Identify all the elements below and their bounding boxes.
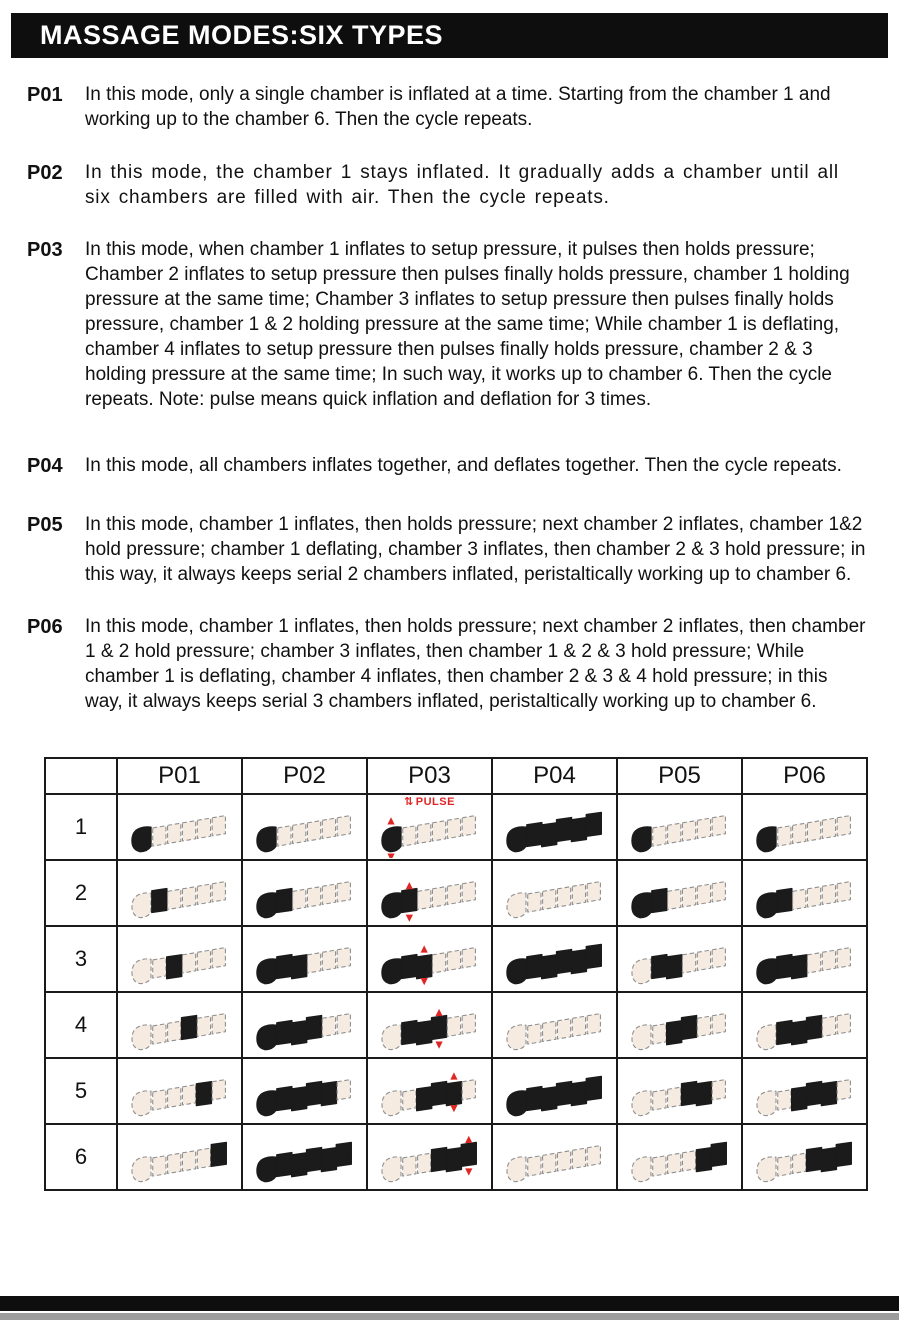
mode-block-p02 — [27, 160, 869, 210]
mode-cell-p01-row3 — [117, 926, 242, 992]
mode-cell-p04-row5 — [492, 1058, 617, 1124]
mode-cell-p03-row6 — [367, 1124, 492, 1190]
mode-cell-p01-row4 — [117, 992, 242, 1058]
mode-cell-p01-row1 — [117, 794, 242, 860]
table-row — [45, 926, 867, 992]
mode-cell-p05-row4 — [617, 992, 742, 1058]
mode-cell-p04-row1 — [492, 794, 617, 860]
mode-cell-p05-row2 — [617, 860, 742, 926]
leg-illustration — [502, 800, 608, 858]
mode-cell-p03-row2 — [367, 860, 492, 926]
mode-label: P02 — [27, 162, 63, 184]
mode-cell-p01-row2 — [117, 860, 242, 926]
mode-cell-p05-row1 — [617, 794, 742, 860]
mode-cell-p02-row5 — [242, 1058, 367, 1124]
leg-illustration — [627, 800, 733, 858]
table-header-row — [45, 758, 867, 794]
table-header-cell — [45, 758, 117, 794]
row-label: 3 — [45, 926, 117, 992]
leg-illustration — [377, 1064, 483, 1122]
leg-illustration — [752, 932, 858, 990]
table-row — [45, 1058, 867, 1124]
mode-cell-p06-row6 — [742, 1124, 867, 1190]
leg-illustration — [252, 998, 358, 1056]
mode-cell-p02-row1 — [242, 794, 367, 860]
mode-cell-p03-row4 — [367, 992, 492, 1058]
leg-illustration — [377, 932, 483, 990]
mode-cell-p06-row1 — [742, 794, 867, 860]
row-label: 4 — [45, 992, 117, 1058]
leg-illustration — [127, 932, 233, 990]
leg-illustration — [502, 932, 608, 990]
leg-illustration — [377, 1130, 483, 1188]
footer-strip — [0, 1313, 899, 1320]
mode-cell-p06-row3 — [742, 926, 867, 992]
mode-cell-p06-row2 — [742, 860, 867, 926]
mode-text: In this mode, when chamber 1 inflates to setup pressure, it pulses then holds pressure; Chamber 2 inflates to setup pressure then pulses finally holds pressure, chamber 1 holding pressure at the same time; Chamber 3 inflates to setup pressure then pulses finally holds pressure, chamber 1 & 2 holding pressure at the same time; While chamber 1 is deflating, chamber 4 inflates to setup pressure then pulses finally holds pressure, chamber 2 & 3 holding pressure at the same time; In such way, it works up to chamber 6. Then the cycle repeats. Note: pulse means quick inflation and deflation for 3 times. — [85, 239, 850, 410]
table-row — [45, 992, 867, 1058]
leg-illustration — [627, 932, 733, 990]
leg-illustration — [502, 866, 608, 924]
mode-block-p06 — [27, 614, 869, 714]
page-title: MASSAGE MODES:SIX TYPES — [40, 20, 444, 50]
mode-block-p04 — [27, 453, 869, 479]
mode-cell-p05-row6 — [617, 1124, 742, 1190]
leg-illustration — [252, 1064, 358, 1122]
leg-illustration — [752, 800, 858, 858]
row-label: 5 — [45, 1058, 117, 1124]
leg-illustration — [127, 1130, 233, 1188]
mode-cell-p03-row3 — [367, 926, 492, 992]
leg-illustration — [502, 1064, 608, 1122]
mode-cell-p05-row3 — [617, 926, 742, 992]
leg-illustration — [127, 998, 233, 1056]
mode-cell-p01-row6 — [117, 1124, 242, 1190]
leg-illustration — [752, 998, 858, 1056]
leg-illustration — [127, 800, 233, 858]
mode-label: P05 — [27, 514, 63, 536]
modes-table — [44, 757, 868, 1191]
leg-illustration — [252, 800, 358, 858]
leg-illustration — [502, 1130, 608, 1188]
modes-table-body — [45, 794, 867, 1190]
mode-cell-p04-row3 — [492, 926, 617, 992]
header-bar — [11, 13, 888, 58]
mode-cell-p02-row2 — [242, 860, 367, 926]
mode-cell-p03-row1 — [367, 794, 492, 860]
mode-cell-p05-row5 — [617, 1058, 742, 1124]
leg-illustration — [627, 1064, 733, 1122]
table-header-cell: P03 — [367, 758, 492, 794]
mode-label: P03 — [27, 239, 63, 261]
leg-illustration — [377, 800, 483, 858]
leg-illustration — [627, 866, 733, 924]
leg-illustration — [377, 998, 483, 1056]
mode-cell-p03-row5 — [367, 1058, 492, 1124]
row-label: 1 — [45, 794, 117, 860]
table-header-cell: P02 — [242, 758, 367, 794]
mode-descriptions — [27, 82, 869, 714]
leg-illustration — [752, 1064, 858, 1122]
modes-table-head — [45, 758, 867, 794]
mode-text: In this mode, chamber 1 inflates, then holds pressure; next chamber 2 inflates, chamber 1&2 hold pressure; chamber 1 deflating, chamber 3 inflates, then chamber 2 & 3 hold pressure; in this way, it always keeps serial 2 chambers inflated, peristaltically working up to chamber 6. — [85, 514, 866, 585]
mode-cell-p04-row6 — [492, 1124, 617, 1190]
table-row — [45, 860, 867, 926]
mode-block-p01 — [27, 82, 869, 132]
mode-text: In this mode, chamber 1 inflates, then holds pressure; next chamber 2 inflates, then chamber 1 & 2 hold pressure; chamber 3 inflates, then chamber 1 & 2 & 3 hold pressure; While chamber 1 is deflating, chamber 4 inflates, then chamber 2 & 3 & 4 hold pressure; in this way, it always keeps serial 3 chambers inflated, peristaltically working up to chamber 6. — [85, 616, 866, 712]
leg-illustration — [627, 998, 733, 1056]
pulse-label: ⇅ PULSE — [404, 795, 455, 808]
leg-illustration — [752, 1130, 858, 1188]
mode-cell-p04-row2 — [492, 860, 617, 926]
leg-illustration — [752, 866, 858, 924]
leg-illustration — [127, 1064, 233, 1122]
table-header-cell: P04 — [492, 758, 617, 794]
leg-illustration — [252, 1130, 358, 1188]
leg-illustration — [252, 932, 358, 990]
leg-illustration — [627, 1130, 733, 1188]
mode-cell-p01-row5 — [117, 1058, 242, 1124]
mode-label: P04 — [27, 455, 63, 477]
pulse-arrows-icon: ⇅ — [404, 795, 414, 808]
mode-cell-p02-row6 — [242, 1124, 367, 1190]
table-header-cell: P06 — [742, 758, 867, 794]
mode-text: In this mode, all chambers inflates together, and deflates together. Then the cycle repeats. — [85, 455, 842, 476]
mode-text: In this mode, only a single chamber is inflated at a time. Starting from the chamber 1 and working up to the chamber 6. Then the cycle repeats. — [85, 84, 831, 130]
mode-block-p03 — [27, 237, 869, 412]
table-header-cell: P05 — [617, 758, 742, 794]
mode-text: In this mode, the chamber 1 stays inflated. It gradually adds a chamber until all six chambers are filled with air. Then the cycle repeats. — [85, 162, 839, 208]
leg-illustration — [377, 866, 483, 924]
footer-bar — [0, 1296, 899, 1311]
row-label: 6 — [45, 1124, 117, 1190]
leg-illustration — [502, 998, 608, 1056]
table-row — [45, 794, 867, 860]
mode-cell-p02-row3 — [242, 926, 367, 992]
table-header-cell: P01 — [117, 758, 242, 794]
row-label: 2 — [45, 860, 117, 926]
mode-label: P06 — [27, 616, 63, 638]
mode-cell-p06-row5 — [742, 1058, 867, 1124]
mode-cell-p04-row4 — [492, 992, 617, 1058]
mode-cell-p02-row4 — [242, 992, 367, 1058]
mode-block-p05 — [27, 512, 869, 587]
leg-illustration — [127, 866, 233, 924]
table-row — [45, 1124, 867, 1190]
mode-cell-p06-row4 — [742, 992, 867, 1058]
mode-label: P01 — [27, 84, 63, 106]
leg-illustration — [252, 866, 358, 924]
